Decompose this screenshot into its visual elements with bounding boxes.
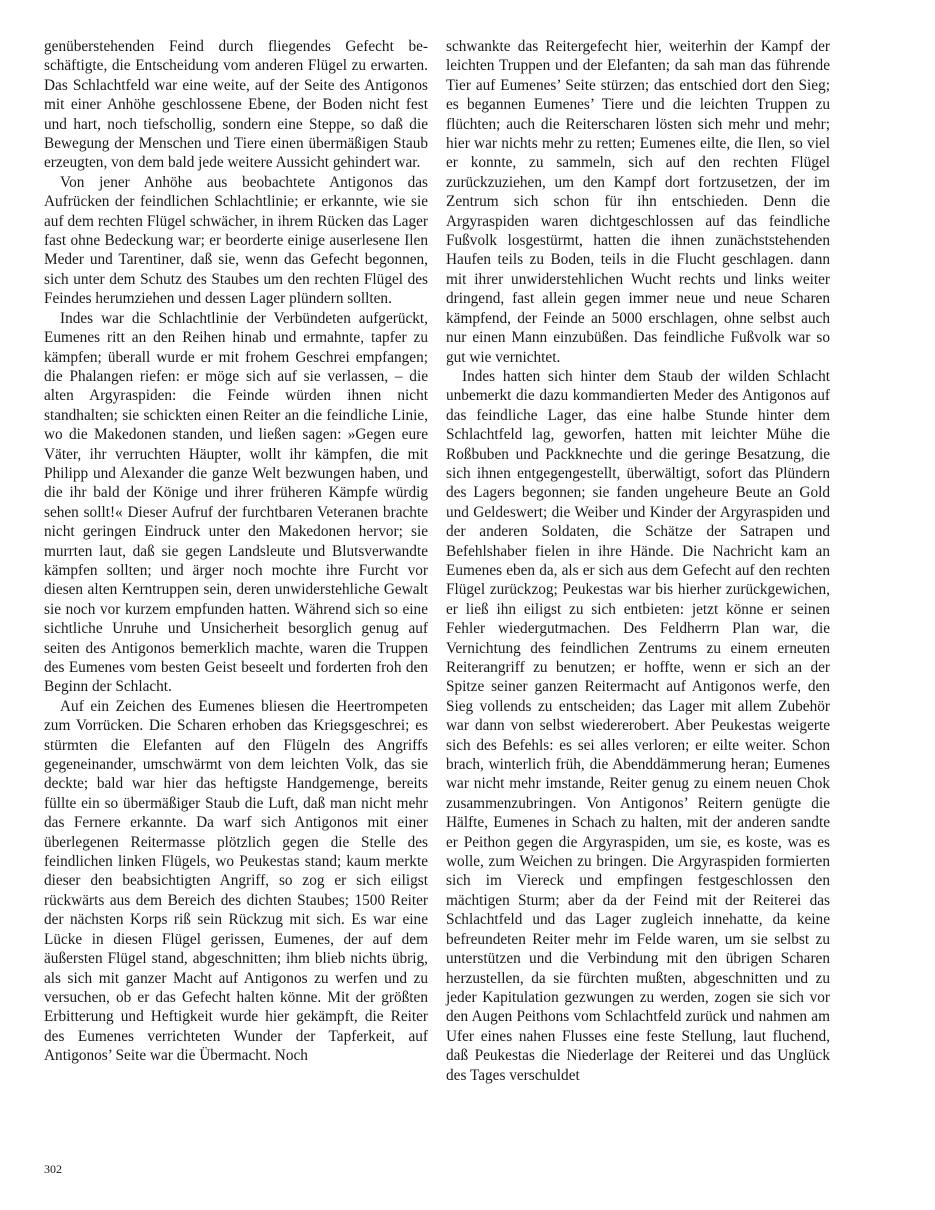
paragraph: Indes hatten sich hinter dem Staub der wilden Schlacht unbemerkt die dazu kommandierten Meder des Antigonos auf das feindliche Lager, das eine halbe Stunde hinter dem Schlachtfeld lag, geworfen, hatten mit leichter Mühe die Roßbuben und Packknechte und die geringe Besatzung, die sich ihnen entgegengestellt, überwältigt, sofort das Plündern des Lagers begonnen; sie fanden ungeheure Beute an Gold und Geldeswert; die Weiber und Kinder der Argyraspiden und der anderen Soldaten, die Schätze der Satrapen und Befehlshaber fielen in ihre Hände. Die Nachricht kam an Eumenes eben da, als er sich aus dem Gefecht auf den rechten Flügel zurückzog; Peukestas war bis hierher zurückgewichen, er ließ ihn eiligst zu sich entbieten: jetzt könne er seinen Fehler wiedergutmachen. Des Feldherrn Plan war, die Vernichtung des feindlichen Zentrums zu einem erneuten Reiterangriff zu benutzen; er hoffte, wenn er sich an der Spitze seiner ganzen Reitermacht auf Antigonos werfe, den Sieg vollends zu entscheiden; das Lager mit allem Zubehör war dann von selbst wiedererobert. Aber Peukestas weigerte sich des Befehls: es sei alles verloren; er eilte weiter. Schon brach, winterlich früh, die Abenddämmerung heran; Eumenes war nicht mehr imstande, Reiter genug zu einem neuen Chok zusammenzubringen. Von Antigonos’ Reitern genügte die Hälfte, Eumenes in Schach zu halten, mit der anderen sandte er Peithon gegen die Argyraspiden, um sie, es koste, was es wolle, zum Weichen zu bringen. Die Argyraspiden formierten sich im Viereck und empfingen festgeschlossen den mächtigen Sturm; aber da der Feind mit der Reiterei das Schlachtfeld und das Lager zugleich innehatte, da keine befreundeten Reiter mehr im Felde waren, um sie selbst zu unterstützen und die Verbindung mit den übrigen Scharen herzustellen, da sie fürchten mußten, abgeschnitten und zu jeder Kapitulation gezwungen zu werden, zogen sie sich vor den Augen Peithons vom Schlachtfeld zurück und nahmen am Ufer eines nahen Flusses eine feste Stellung, laut fluchend, daß Peukestas die Niederlage der Reiterei und das Unglück des Tages verschuldet	[446, 367, 830, 1084]
paragraph: Indes war die Schlachtlinie der Verbündeten aufgerückt, Eumenes ritt an den Reihen hinab und ermahnte, tapfer zu kämpfen; überall wurde er mit frohem Geschrei empfangen; die Phalangen riefen: er möge sich auf sie verlassen, – die alten Argyraspiden: die Feinde würden ihnen nicht standhalten; sie schickten einen Reiter an die feindliche Linie, wo die Makedonen standen, und ließen sagen: »Gegen eure Väter, ihr verruchten Häupter, wollt ihr kämpfen, die mit Philipp und Alexander die ganze Welt bezwungen haben, und die ihr bald der Könige und ihrer früheren Kämpfe würdig sehen sollt!« Dieser Aufruf der furchtbaren Veteranen brachte nicht geringen Eindruck unter den Makedonen hervor; sie murrten laut, daß sie gegen Landsleute und Blutsverwandte kämpfen sollten; und ärger noch mochte ihre Furcht vor diesen alten Kerntruppen sein, deren unwiderstehliche Gewalt sie noch vor kurzem empfunden hatten. Während sich so eine sichtliche Unruhe und Unsicherheit besorglich genug auf seiten des Antigonos bemerklich machte, waren die Truppen des Eumenes vom besten Geist beseelt und forderten froh den Beginn der Schlacht.	[44, 309, 428, 696]
right-column	[446, 37, 830, 1085]
left-column	[44, 37, 428, 1066]
paragraph: Von jener Anhöhe aus beobachtete Antigonos das Aufrücken der feindlichen Schlachtlinie; er erkannte, wie sie auf dem rechten Flügel schwächer, in ihrem Rücken das Lager fast ohne Bedeckung war; er beorderte einige auserlesene Ilen Meder und Tarentiner, daß sie, wenn das Gefecht begonnen, sich unter dem Schutz des Staubes um den rechten Flügel des Feindes herumziehen und dessen Lager plündern sollten.	[44, 173, 428, 308]
page-number: 302	[44, 1162, 62, 1176]
paragraph: schwankte das Reitergefecht hier, weiterhin der Kampf der leichten Truppen und der Elefanten; da sah man das führende Tier auf Eumenes’ Seite stürzen; das entschied dort den Sieg; es begannen Eumenes’ Tiere und die leichten Truppen zu flüchten; auch die Reiterscharen lösten sich mehr und mehr; hier war nichts mehr zu retten; Eumenes eilte, die Ilen, so viel er konnte, zu sammeln, sich auf den rechten Flügel zurückzuziehen, um den Kampf dort fortzusetzen, der im Zentrum sich schon für ihn entschieden. Denn die Argyraspiden waren dichtgeschlossen auf das feindliche Fußvolk losgestürmt, hatten die ihnen zunächststehenden Haufen teils zu Boden, teils in die Flucht geschlagen. dann mit ihrer unwiderstehlichen Wucht rechts und links weiter dringend, fast allein gegen immer neue und neue Scharen kämpfend, der Feinde an 5000 erschlagen, ohne selbst auch nur einen Mann einzubüßen. Das feindliche Fußvolk war so gut wie vernichtet.	[446, 38, 830, 366]
paragraph: genüberstehenden Feind durch fliegendes Gefecht beschäftigte, die Entscheidung vom anderen Flügel zu erwarten. Das Schlachtfeld war eine weite, auf der Seite des Antigonos mit einer Anhöhe geschlossene Ebene, der Boden nicht fest und hart, noch tiefschollig, sondern eine Steppe, so daß die Bewegung der Menschen und Tiere einen übermäßigen Staub erzeugten, von dem bald jede weitere Aussicht gehindert war.	[44, 38, 428, 172]
paragraph: Auf ein Zeichen des Eumenes bliesen die Heertrompeten zum Vorrücken. Die Scharen erhoben das Kriegsgeschrei; es stürmten die Elefanten auf den Flügeln des Angriffs gegeneinander, umschwärmt von dem leichten Volk, das sie deckte; bald war hier das heftigste Handgemenge, bereits füllte ein so übermäßiger Staub die Luft, daß man nicht mehr das Fernere erkannte. Da warf sich Antigonos mit einer überlegenen Reitermasse plötzlich gegen die Stelle des feindlichen linken Flügels, wo Peukestas stand; kaum merkte dieser den beabsichtigten Angriff, so zog er sich eiligst rückwärts aus dem Bereich des dichten Staubes; 1500 Reiter der nächsten Korps riß sein Rückzug mit sich. Es war eine Lücke in diesen Flügel gerissen, Eumenes, der auf dem äußersten Flügel stand, abgeschnitten; ihm blieb nichts übrig, als sich mit ganzer Macht auf Antigonos zu werfen und zu versuchen, ob er das Gefecht halten könne. Mit der größten Erbitterung und Heftigkeit wurde hier gekämpft, die Reiter des Eumenes verrichteten Wunder der Tapferkeit, auf Antigonos’ Seite war die Übermacht. Noch	[44, 697, 428, 1065]
